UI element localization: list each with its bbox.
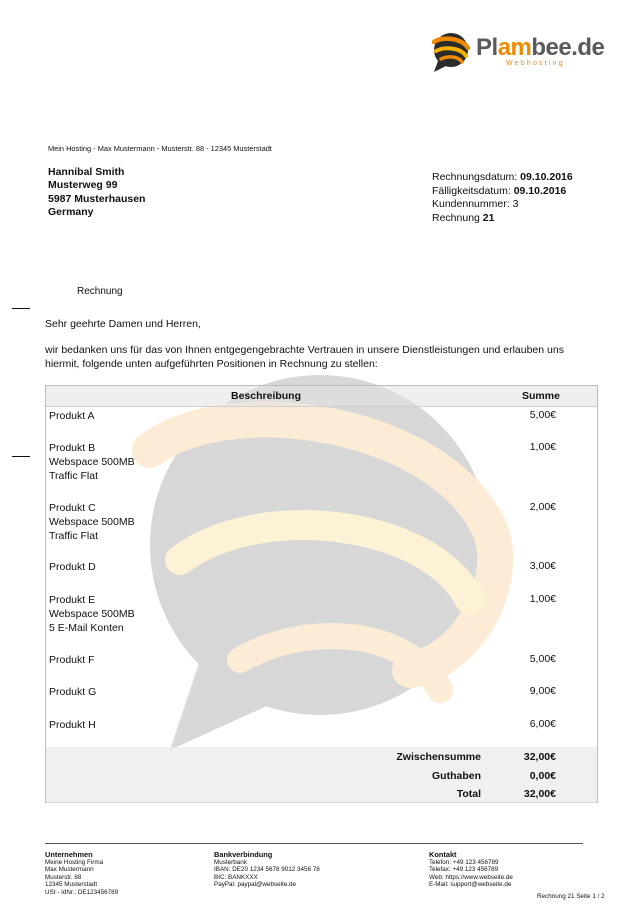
recipient-address <box>48 166 145 220</box>
footer-bank-line: Musterbank <box>214 858 247 866</box>
subtotal-label: Zwischensumme <box>396 751 481 763</box>
item-amount: 5,00€ <box>529 653 556 665</box>
total-label: Total <box>456 788 481 800</box>
footer-contact-heading: Kontakt <box>429 850 457 859</box>
invoice-number: Rechnung 21 <box>432 212 495 225</box>
recipient-country: Germany <box>48 206 94 219</box>
footer-contact-line: Web: https://www.webseite.de <box>429 873 513 881</box>
item-description: Produkt H <box>49 719 96 731</box>
document-title: Rechnung <box>77 286 123 297</box>
footer-contact-line: E-Mail: support@webseite.de <box>429 881 512 889</box>
item-description: Produkt D <box>49 561 96 573</box>
footer-company-line: Meine Hosting Firma <box>45 858 104 866</box>
item-description: Produkt F <box>49 654 95 666</box>
footer-company-line: USt - IdNr.: DE123456789 <box>45 888 119 896</box>
due-date: Fälligkeitsdatum: 09.10.2016 <box>432 184 567 197</box>
credit-value: 0,00€ <box>529 770 556 782</box>
fold-mark <box>12 308 30 309</box>
item-amount: 3,00€ <box>529 560 556 572</box>
table-header <box>46 386 597 407</box>
item-description: Produkt G <box>49 686 97 698</box>
bee-logo-icon <box>428 28 474 74</box>
footer-bank-line: IBAN: DE20 1234 5678 9012 3456 78 <box>214 866 320 874</box>
item-amount: 9,00€ <box>529 685 556 697</box>
item-amount: 6,00€ <box>529 718 556 730</box>
recipient-street: Musterweg 99 <box>48 179 118 192</box>
footer-bank <box>214 851 320 889</box>
summary-block <box>46 747 597 803</box>
item-description: Produkt C Webspace 500MB Traffic Flat <box>49 502 135 542</box>
footer-company-line: Musterstr. 88 <box>45 873 82 881</box>
footer-contact <box>429 851 513 889</box>
item-description: Produkt B Webspace 500MB Traffic Flat <box>49 442 135 482</box>
footer-company-heading: Unternehmen <box>45 850 93 859</box>
footer-company <box>45 851 118 897</box>
footer-contact-line: Telefon: +49 123 456789 <box>429 858 499 866</box>
column-header-description: Beschreibung <box>231 390 302 402</box>
logo-wordmark: Plambee.de <box>476 34 605 61</box>
subtotal-value: 32,00€ <box>523 751 556 763</box>
footer-bank-heading: Bankverbindung <box>214 850 273 859</box>
footer-bank-line: BIC: BANKXXX <box>214 873 258 881</box>
intro-text: wir bedanken uns für das von Ihnen entgegengebrachte Vertrauen in unsere Dienstleistungen und erlauben uns hiermit, folgende unten aufgeführten Positionen in Rechnung zu stellen: <box>45 344 564 370</box>
footer-divider <box>45 843 583 844</box>
item-amount: 2,00€ <box>529 501 556 513</box>
item-amount: 1,00€ <box>529 593 556 605</box>
fold-mark <box>12 456 30 457</box>
column-header-sum: Summe <box>522 390 560 402</box>
sender-line: Mein Hosting - Max Mustermann - Musterstr. 88 - 12345 Musterstadt <box>48 144 272 153</box>
logo-subtitle: Webhosting <box>506 60 565 67</box>
footer-company-line: Max Mustermann <box>45 866 94 874</box>
total-value: 32,00€ <box>523 788 556 800</box>
credit-label: Guthaben <box>432 770 481 782</box>
footer-contact-line: Telefax: +49 123 456789 <box>429 866 499 874</box>
company-logo <box>428 28 603 76</box>
item-description: Produkt A <box>49 410 95 422</box>
recipient-name: Hannibal Smith <box>48 166 125 178</box>
item-amount: 5,00€ <box>529 409 556 421</box>
footer-bank-line: PayPal: paypal@webseite.de <box>214 881 297 889</box>
recipient-city: 5987 Musterhausen <box>48 192 146 205</box>
item-amount: 1,00€ <box>529 441 556 453</box>
customer-number: Kundennummer: 3 <box>432 198 519 211</box>
greeting: Sehr geehrte Damen und Herren, <box>45 318 201 330</box>
invoice-meta <box>432 171 573 226</box>
item-description: Produkt E Webspace 500MB 5 E-Mail Konten <box>49 594 135 634</box>
invoice-date: Rechnungsdatum: 09.10.2016 <box>432 171 573 183</box>
invoice-table <box>45 385 598 803</box>
footer-company-line: 12345 Musterstadt <box>45 881 98 889</box>
page-number: Rechnung 21 Seite 1 / 2 <box>537 893 605 900</box>
